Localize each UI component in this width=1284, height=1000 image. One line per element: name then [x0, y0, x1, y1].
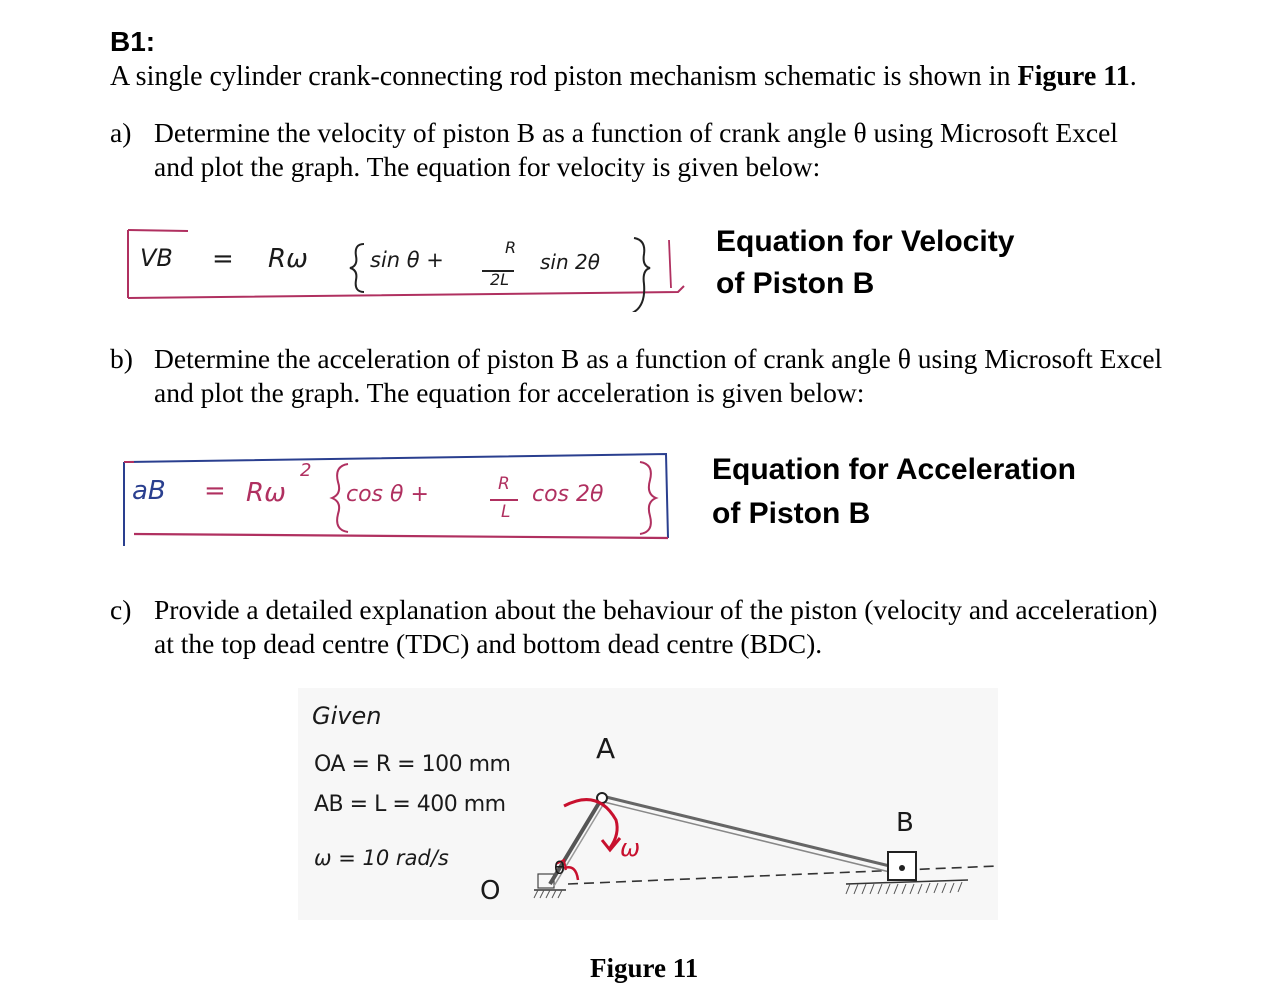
figure-reference: Figure 11 — [1017, 61, 1130, 92]
given-omega: ω = 10 rad/s — [314, 846, 449, 870]
intro-text: A single cylinder crank-connecting rod piston mechanism schematic is shown in — [110, 61, 1018, 92]
acceleration-frac-den: L — [501, 502, 511, 522]
acceleration-frac-num: R — [498, 474, 510, 494]
question-c-label: c) — [110, 594, 132, 625]
question-a-line2: and plot the graph. The equation for velocity is given below: — [154, 151, 821, 182]
acceleration-equals: = — [204, 476, 226, 506]
velocity-frac-num: R — [505, 238, 517, 257]
omega-label: ω — [620, 834, 641, 862]
acceleration-label-line1: Equation for Acceleration — [712, 453, 1076, 486]
velocity-equation-label — [716, 221, 1014, 305]
section-heading: B1: — [110, 26, 156, 57]
intro-paragraph — [110, 61, 1137, 93]
acceleration-squared: 2 — [300, 460, 312, 481]
omega-arrow — [564, 800, 617, 848]
question-b-line1: Determine the acceleration of piston B as a function of crank angle θ using Microsoft Excel — [154, 343, 1163, 374]
right-brace — [640, 462, 656, 534]
given-title: Given — [312, 702, 382, 730]
velocity-label-line1: Equation for Velocity — [716, 225, 1015, 258]
question-c-text — [154, 593, 1157, 661]
question-a-text — [154, 116, 1118, 184]
point-b-label: B — [896, 808, 914, 838]
given-ab: AB = L = 400 mm — [314, 792, 506, 817]
question-c-line1: Provide a detailed explanation about the behaviour of the piston (velocity and acceleration) — [154, 594, 1158, 625]
acceleration-cos-2theta: cos 2θ — [532, 482, 604, 507]
acceleration-lhs: aB — [132, 476, 166, 506]
question-a-line1: Determine the velocity of piston B as a function of crank angle θ using Microsoft Excel — [154, 117, 1118, 148]
acceleration-equation-label — [712, 448, 1076, 536]
question-b-line2: and plot the graph. The equation for acceleration is given below: — [154, 377, 865, 408]
question-b-label: b) — [110, 343, 133, 374]
velocity-label-line2: of Piston B — [716, 267, 875, 300]
question-b-text — [154, 342, 1162, 410]
theta-label: θ — [554, 858, 566, 879]
right-brace — [630, 238, 650, 312]
acceleration-label-line2: of Piston B — [712, 497, 871, 530]
question-c-line2: at the top dead centre (TDC) and bottom dead centre (BDC). — [154, 628, 823, 659]
given-oa: OA = R = 100 mm — [314, 752, 511, 777]
velocity-sin-2theta: sin 2θ — [540, 250, 600, 274]
velocity-equals: = — [212, 244, 234, 274]
figure-caption: Figure 11 — [590, 953, 699, 983]
question-a-label: a) — [110, 117, 132, 148]
mechanism-figure — [298, 688, 998, 920]
velocity-sin-theta: sin θ + — [370, 248, 444, 272]
acceleration-cos-theta: cos θ + — [346, 482, 429, 507]
velocity-lhs: VB — [140, 244, 173, 272]
intro-end: . — [1129, 61, 1137, 92]
acceleration-r-omega: Rω — [246, 478, 286, 508]
point-o-label: O — [480, 876, 501, 906]
velocity-r-omega: Rω — [268, 244, 308, 274]
left-brace — [350, 244, 364, 292]
velocity-frac-den: 2L — [490, 270, 510, 289]
mechanism-drawing — [298, 688, 998, 920]
point-a-label: A — [596, 732, 616, 765]
